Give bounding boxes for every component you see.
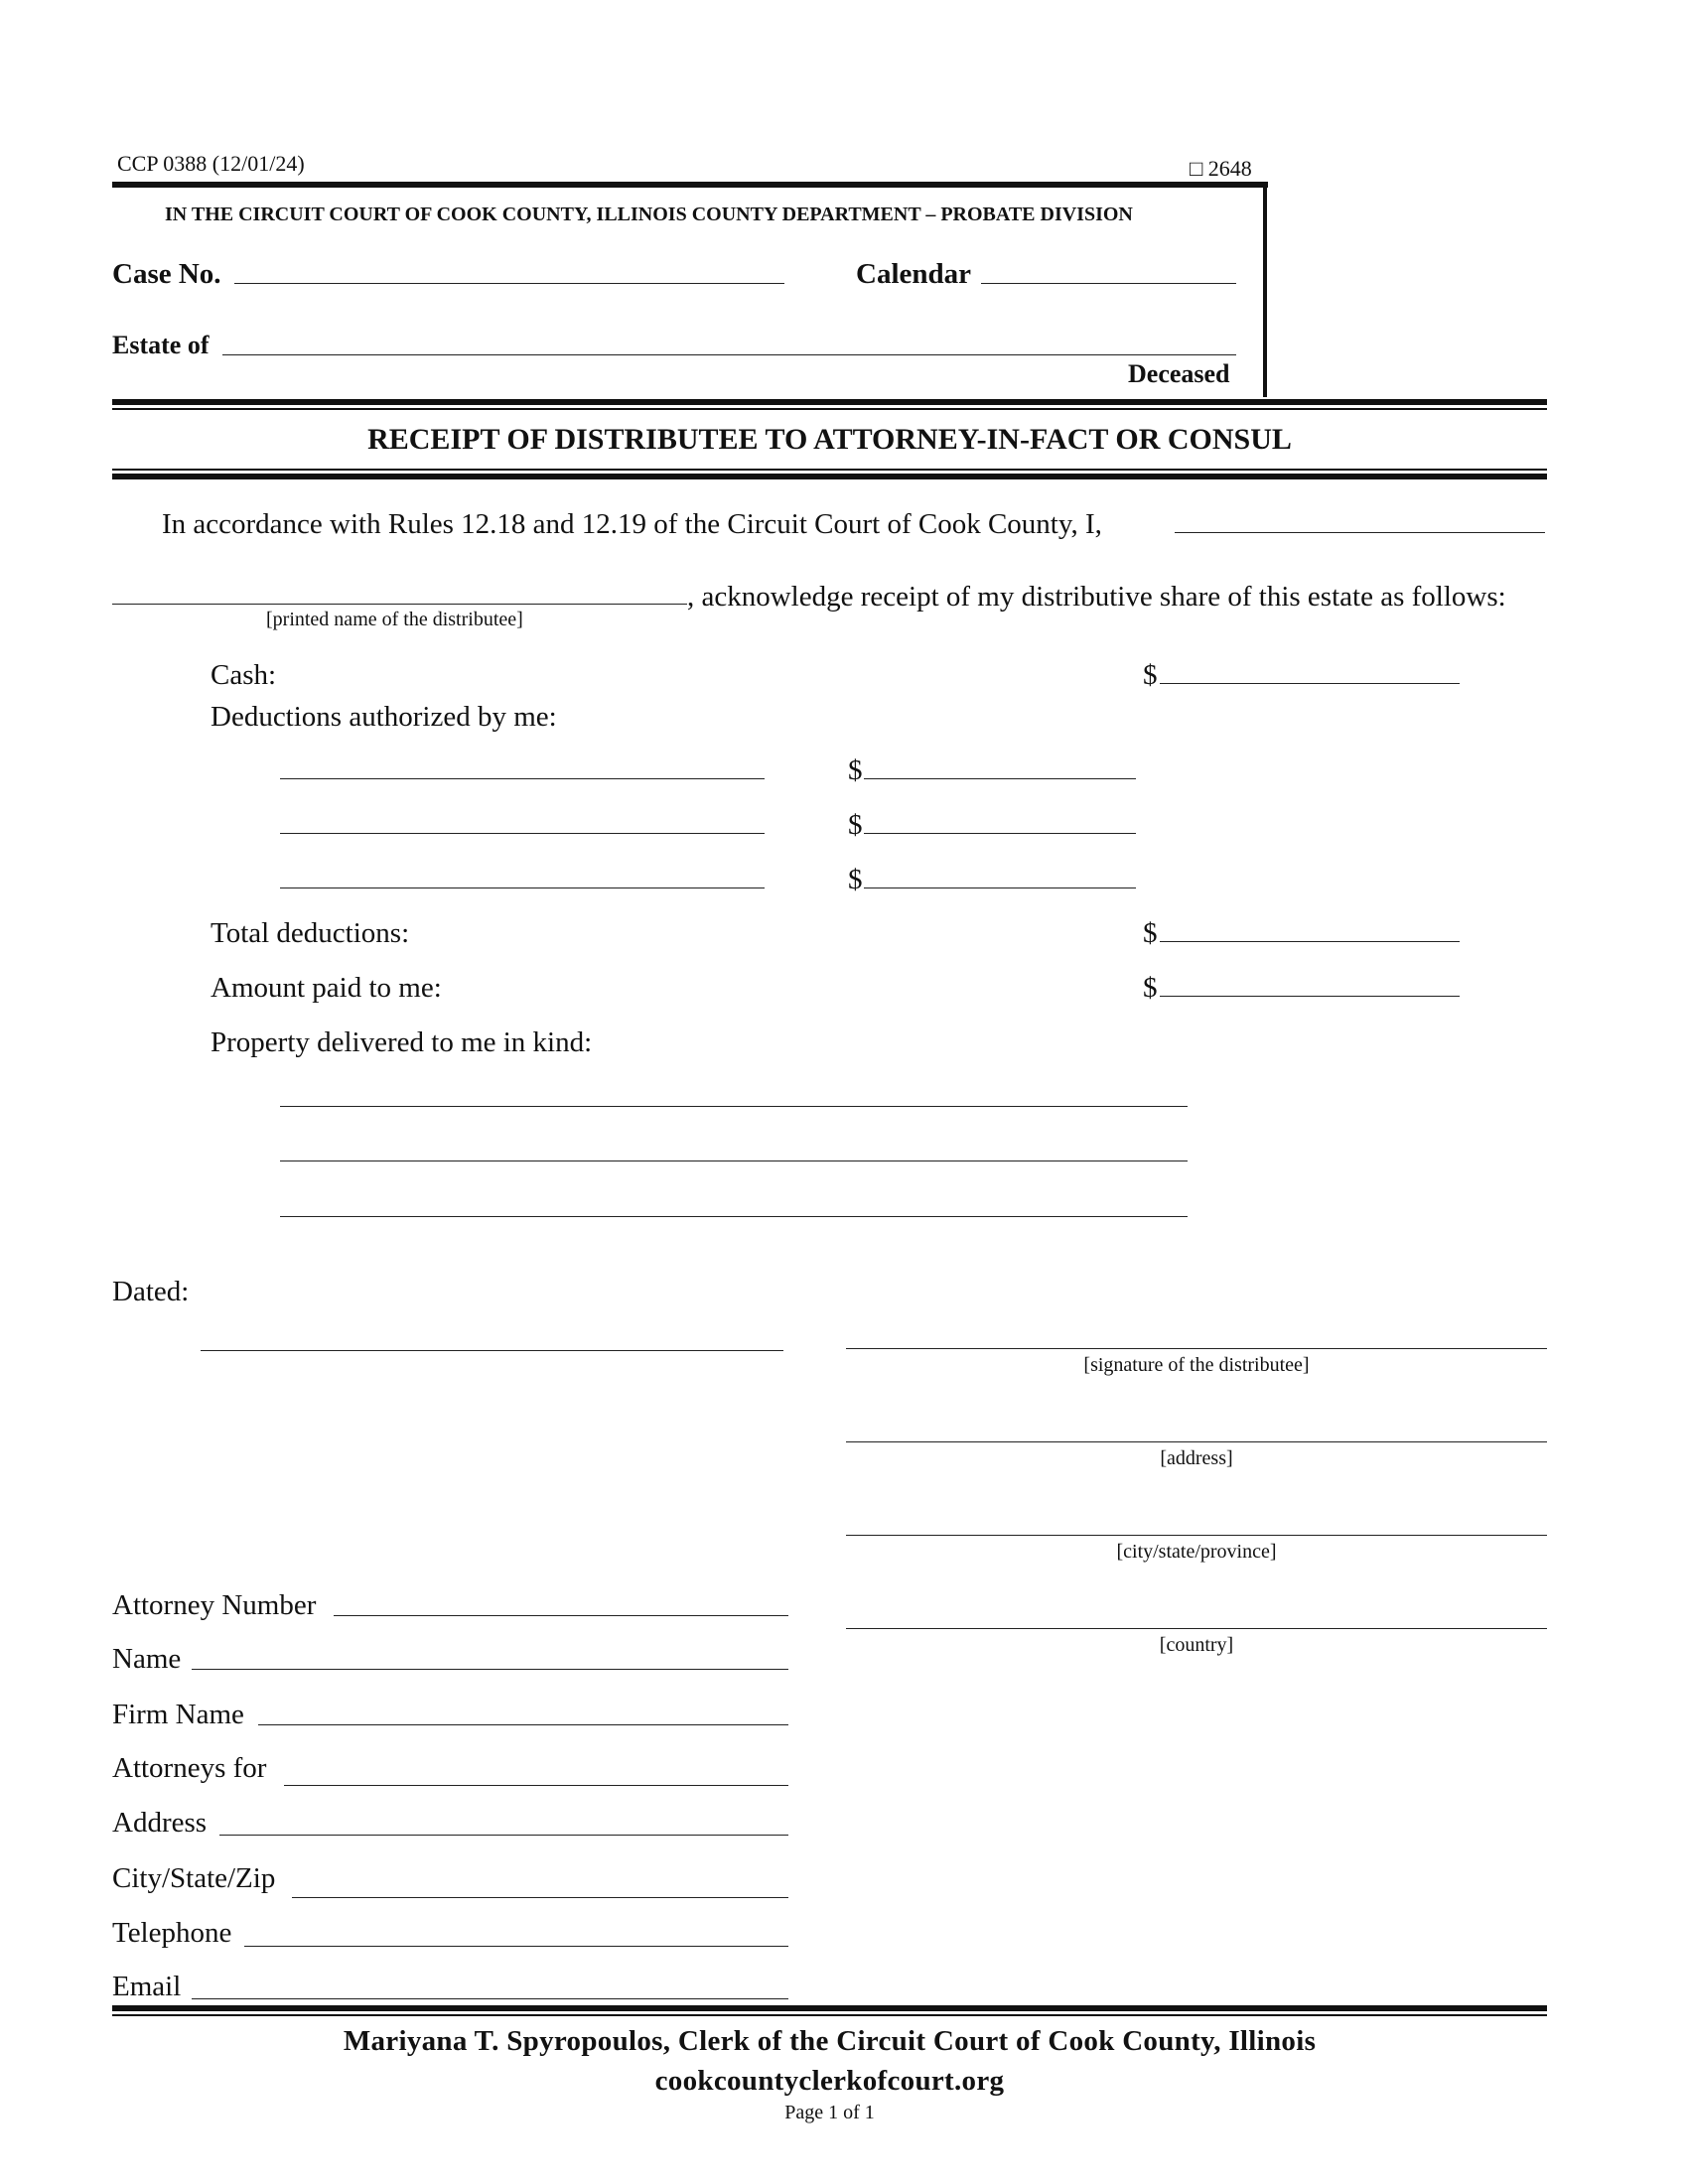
city-caption: [city/state/province] [1116,1541,1277,1563]
printed-name-caption: [printed name of the distributee] [266,609,523,630]
title-bottom-thin-rule [112,469,1547,471]
deduction-1-amount[interactable] [864,778,1136,779]
cash-dollar: $ [1143,659,1158,691]
date-field[interactable] [201,1350,783,1351]
signature-field[interactable] [846,1348,1547,1349]
amount-paid-dollar: $ [1143,972,1158,1004]
footer-thick-rule [112,2005,1547,2011]
distributee-name-field-2[interactable] [112,604,687,605]
deductions-label: Deductions authorized by me: [211,701,557,733]
attorney-number-field[interactable] [334,1615,788,1616]
form-code: CCP 0388 (12/01/24) [117,151,305,176]
intro-text: In accordance with Rules 12.18 and 12.19 of the Circuit Court of Cook County, I, [162,508,1102,540]
court-line: IN THE CIRCUIT COURT OF COOK COUNTY, ILLINOIS COUNTY DEPARTMENT – PROBATE DIVISION [165,204,1133,225]
footer-thin-rule [112,2014,1547,2016]
distributee-name-field-1[interactable] [1175,532,1545,533]
header-right-border [1263,182,1267,397]
telephone-field[interactable] [244,1946,788,1947]
deduction-3-description[interactable] [280,887,765,888]
attorneys-for-label: Attorneys for [112,1752,267,1784]
attorney-name-field[interactable] [192,1669,788,1670]
signature-caption: [signature of the distributee] [1083,1354,1310,1376]
amount-paid-field[interactable] [1160,996,1460,997]
deduction-3-amount[interactable] [864,887,1136,888]
attorney-city-field[interactable] [292,1897,788,1898]
country-caption: [country] [1159,1634,1234,1656]
title-bottom-thick-rule [112,474,1547,479]
deduction-1-description[interactable] [280,778,765,779]
address-field[interactable] [846,1441,1547,1442]
ack-text: , acknowledge receipt of my distributive share of this estate as follows: [687,581,1506,613]
city-field[interactable] [846,1535,1547,1536]
country-field[interactable] [846,1628,1547,1629]
deduction-2-amount[interactable] [864,833,1136,834]
email-label: Email [112,1971,182,2002]
title-top-thin-rule [112,408,1547,410]
case-no-label: Case No. [112,258,221,290]
header-top-rule [112,182,1268,188]
cash-label: Cash: [211,659,277,691]
email-field[interactable] [192,1998,788,1999]
clerk-name: Mariyana T. Spyropoulos, Clerk of the Circuit Court of Cook County, Illinois [343,2025,1317,2057]
cash-amount-field[interactable] [1160,683,1460,684]
property-label: Property delivered to me in kind: [211,1026,593,1058]
telephone-label: Telephone [112,1917,232,1949]
estate-field[interactable] [222,354,1236,355]
page-number: Page 1 of 1 [784,2102,875,2123]
attorney-address-field[interactable] [219,1835,788,1836]
property-line-3[interactable] [280,1216,1188,1217]
amount-paid-label: Amount paid to me: [211,972,442,1004]
total-deductions-dollar: $ [1143,917,1158,949]
firm-name-label: Firm Name [112,1699,244,1730]
attorney-number-label: Attorney Number [112,1589,317,1621]
form-number-box: □ 2648 [1190,156,1252,181]
address-caption: [address] [1160,1447,1233,1469]
attorney-address-label: Address [112,1807,208,1839]
deduction-2-dollar: $ [848,809,863,841]
court-website: cookcountyclerkofcourt.org [654,2065,1005,2097]
total-deductions-field[interactable] [1160,941,1460,942]
form-title: RECEIPT OF DISTRIBUTEE TO ATTORNEY-IN-FACT OR CONSUL [367,423,1292,456]
estate-label: Estate of [112,331,210,359]
attorneys-for-field[interactable] [284,1785,788,1786]
deceased-label: Deceased [1128,359,1230,388]
deduction-3-dollar: $ [848,864,863,895]
case-no-field[interactable] [234,283,784,284]
property-line-2[interactable] [280,1160,1188,1161]
deduction-1-dollar: $ [848,754,863,786]
property-line-1[interactable] [280,1106,1188,1107]
deduction-2-description[interactable] [280,833,765,834]
title-top-thick-rule [112,399,1547,405]
attorney-city-label: City/State/Zip [112,1862,276,1894]
firm-name-field[interactable] [258,1724,788,1725]
dated-label: Dated: [112,1276,190,1307]
total-deductions-label: Total deductions: [211,917,410,949]
attorney-name-label: Name [112,1643,182,1675]
calendar-field[interactable] [981,283,1236,284]
calendar-label: Calendar [856,258,971,290]
